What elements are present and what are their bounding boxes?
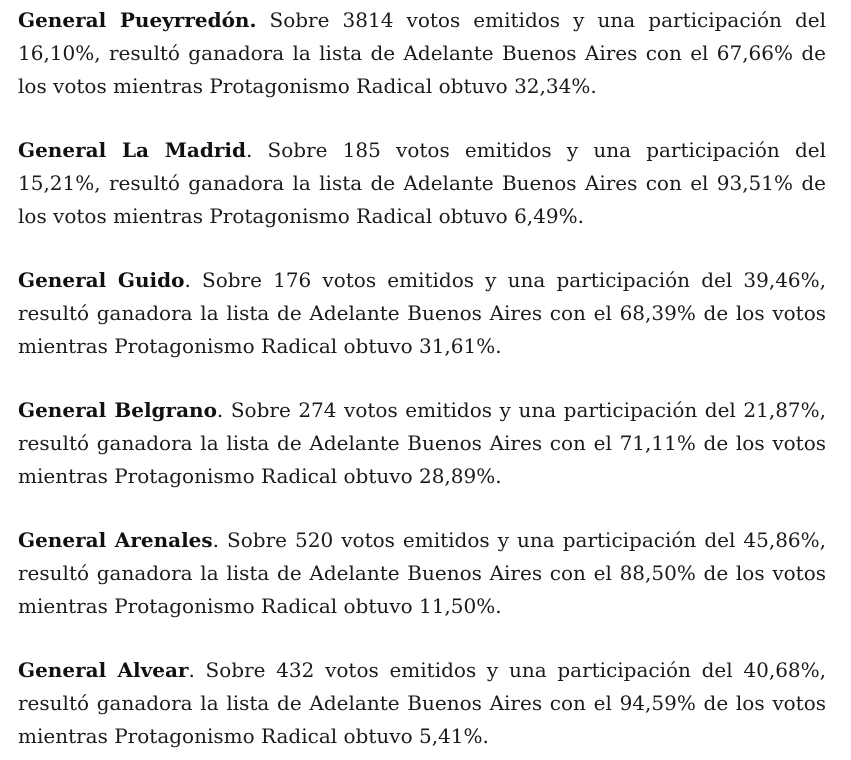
result-paragraph-general-arenales [18,524,826,623]
result-text: Sobre 3814 votos emitidos y una participación del 16,10%, resultó ganadora la lista de Adelante Buenos Aires con el 67,66% de los votos mientras Protagonismo Radical obtuvo 32,34%. [18,8,826,98]
election-results-article [18,4,826,753]
district-name: General Alvear [18,658,189,682]
result-text: . Sobre 520 votos emitidos y una participación del 45,86%, resultó ganadora la lista de Adelante Buenos Aires con el 88,50% de los votos mientras Protagonismo Radical obtuvo 11,50%. [18,528,827,618]
result-paragraph-general-la-madrid [18,134,826,233]
district-name: General La Madrid [18,138,246,162]
district-name: General Belgrano [18,398,217,422]
result-paragraph-general-alvear [18,654,826,753]
district-name: General Guido [18,268,185,292]
result-text: . Sobre 185 votos emitidos y una participación del 15,21%, resultó ganadora la lista de Adelante Buenos Aires con el 93,51% de los votos mientras Protagonismo Radical obtuvo 6,49%. [18,138,826,228]
result-text: . Sobre 176 votos emitidos y una participación del 39,46%, resultó ganadora la lista de Adelante Buenos Aires con el 68,39% de los votos mientras Protagonismo Radical obtuvo 31,61%. [18,268,827,358]
result-paragraph-general-belgrano [18,394,826,493]
result-text: . Sobre 432 votos emitidos y una participación del 40,68%, resultó ganadora la lista de Adelante Buenos Aires con el 94,59% de los votos mientras Protagonismo Radical obtuvo 5,41%. [18,658,826,748]
district-name: General Pueyrredón. [18,8,257,32]
result-text: . Sobre 274 votos emitidos y una participación del 21,87%, resultó ganadora la lista de Adelante Buenos Aires con el 71,11% de los votos mientras Protagonismo Radical obtuvo 28,89%. [18,398,827,488]
result-paragraph-general-guido [18,264,826,363]
result-paragraph-general-pueyrredon [18,4,826,103]
district-name: General Arenales [18,528,213,552]
